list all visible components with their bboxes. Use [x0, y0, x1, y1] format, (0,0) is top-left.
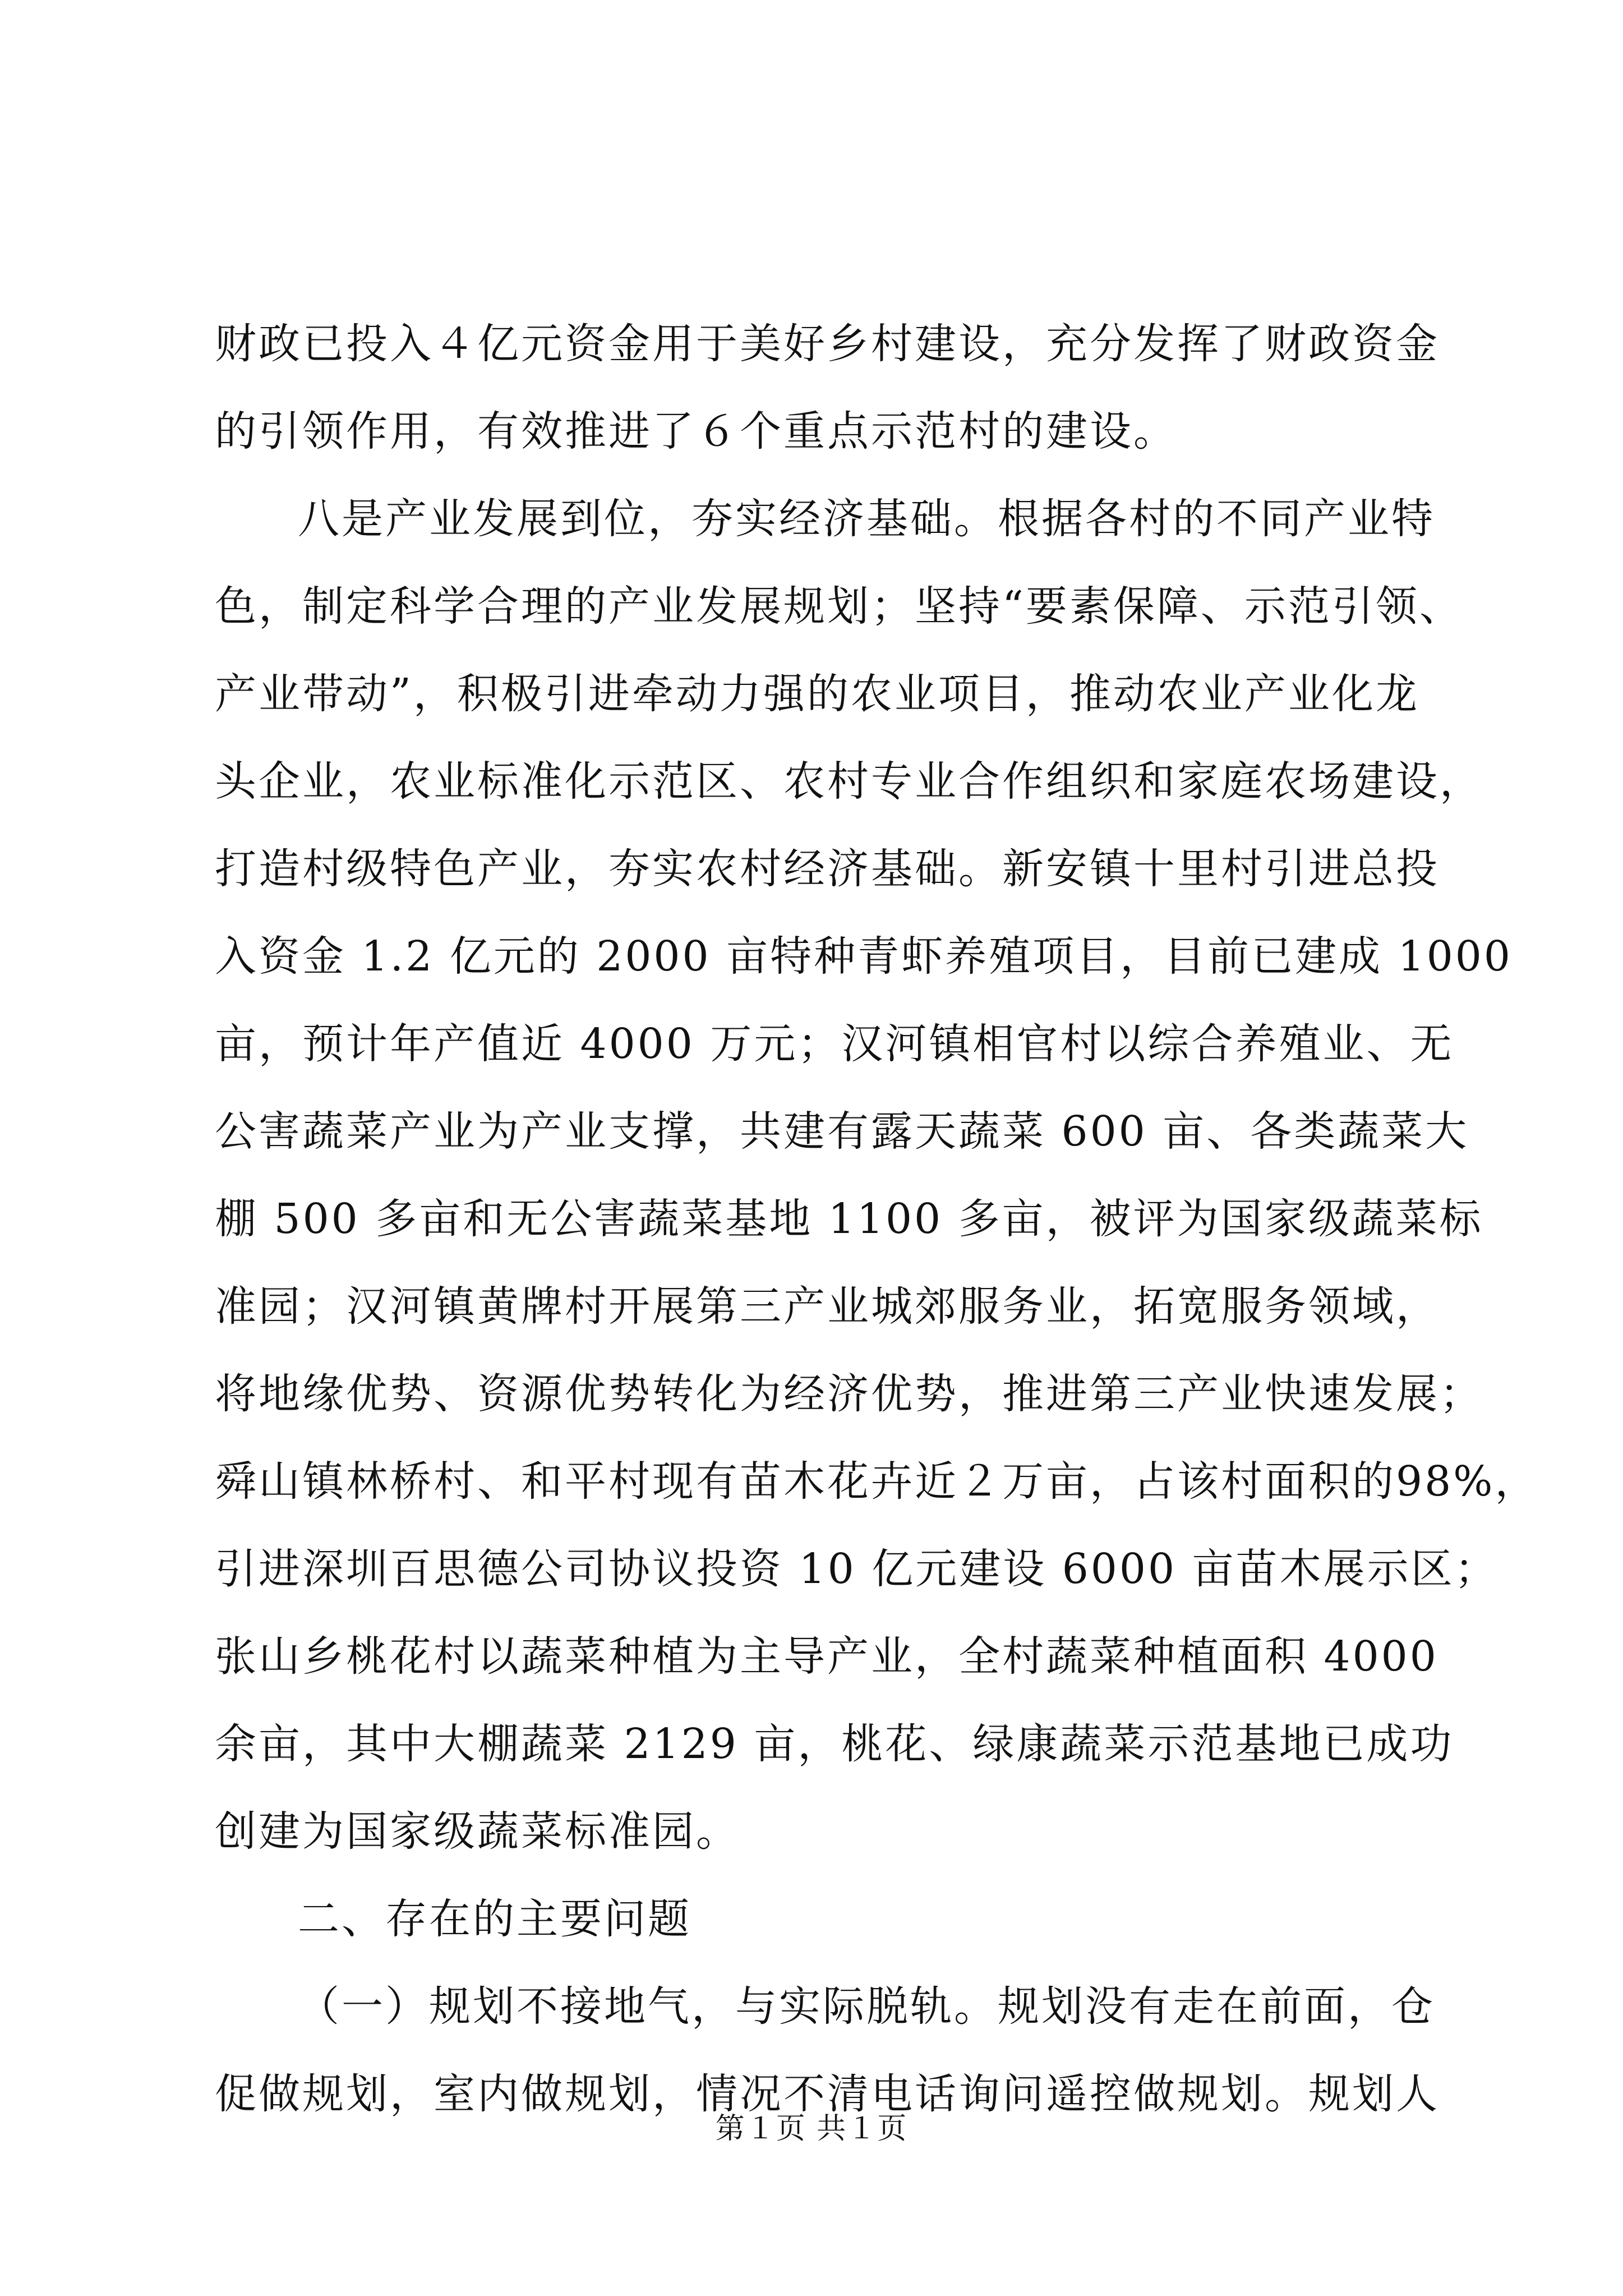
text-line: 打造村级特色产业，夯实农村经济基础。新安镇十里村引进总投 [215, 845, 1440, 893]
text-line: 引进深圳百思德公司协议投资 10 亿元建设 6000 亩苗木展示区； [215, 1545, 1498, 1593]
text-line: 财政已投入４亿元资金用于美好乡村建设，充分发挥了财政资金 [215, 320, 1440, 368]
text-line: 创建为国家级蔬菜标准园。 [215, 1807, 740, 1856]
text-line: 亩，预计年产值近 4000 万元；汉河镇相官村以综合养殖业、无 [215, 1020, 1454, 1068]
page-number-footer: 第１页 共１页 [715, 2112, 908, 2146]
text-line: 张山乡桃花村以蔬菜种植为主导产业，全村蔬菜种植面积 4000 [215, 1632, 1438, 1681]
text-line: 的引领作用，有效推进了６个重点示范村的建设。 [215, 407, 1177, 455]
text-line: 准园；汉河镇黄牌村开展第三产业城郊服务业，拓宽服务领域， [215, 1282, 1440, 1331]
text-line: 公害蔬菜产业为产业支撑，共建有露天蔬菜 600 亩、各类蔬菜大 [215, 1107, 1469, 1156]
text-line: 头企业，农业标准化示范区、农村专业合作组织和家庭农场建设， [215, 757, 1483, 806]
text-line: 舜山镇林桥村、和平村现有苗木花卉近２万亩，占该村面积的98%， [215, 1457, 1539, 1506]
text-line: 余亩，其中大棚蔬菜 2129 亩，桃花、绿康蔬菜示范基地已成功 [215, 1720, 1454, 1768]
text-line: 棚 500 多亩和无公害蔬菜基地 1100 多亩，被评为国家级蔬菜标 [215, 1195, 1483, 1243]
text-line: 促做规划，室内做规划，情况不清电话询问遥控做规划。规划人 [215, 2070, 1440, 2118]
text-line: 色，制定科学合理的产业发展规划；坚持“要素保障、示范引领、 [215, 582, 1463, 631]
text-line: 产业带动”，积极引进牵动力强的农业项目，推动农业产业化龙 [215, 670, 1419, 718]
text-line: 将地缘优势、资源优势转化为经济优势，推进第三产业快速发展； [215, 1370, 1483, 1418]
text-line: 入资金 1.2 亿元的 2000 亩特种青虾养殖项目，目前已建成 1000 [215, 932, 1513, 981]
subsection-start-line: （一）规划不接地气，与实际脱轨。规划没有走在前面，仓 [298, 1982, 1435, 2031]
section-heading: 二、存在的主要问题 [298, 1895, 691, 1943]
document-body [215, 300, 1539, 2138]
paragraph-start-line: 八是产业发展到位，夯实经济基础。根据各村的不同产业特 [298, 495, 1435, 543]
